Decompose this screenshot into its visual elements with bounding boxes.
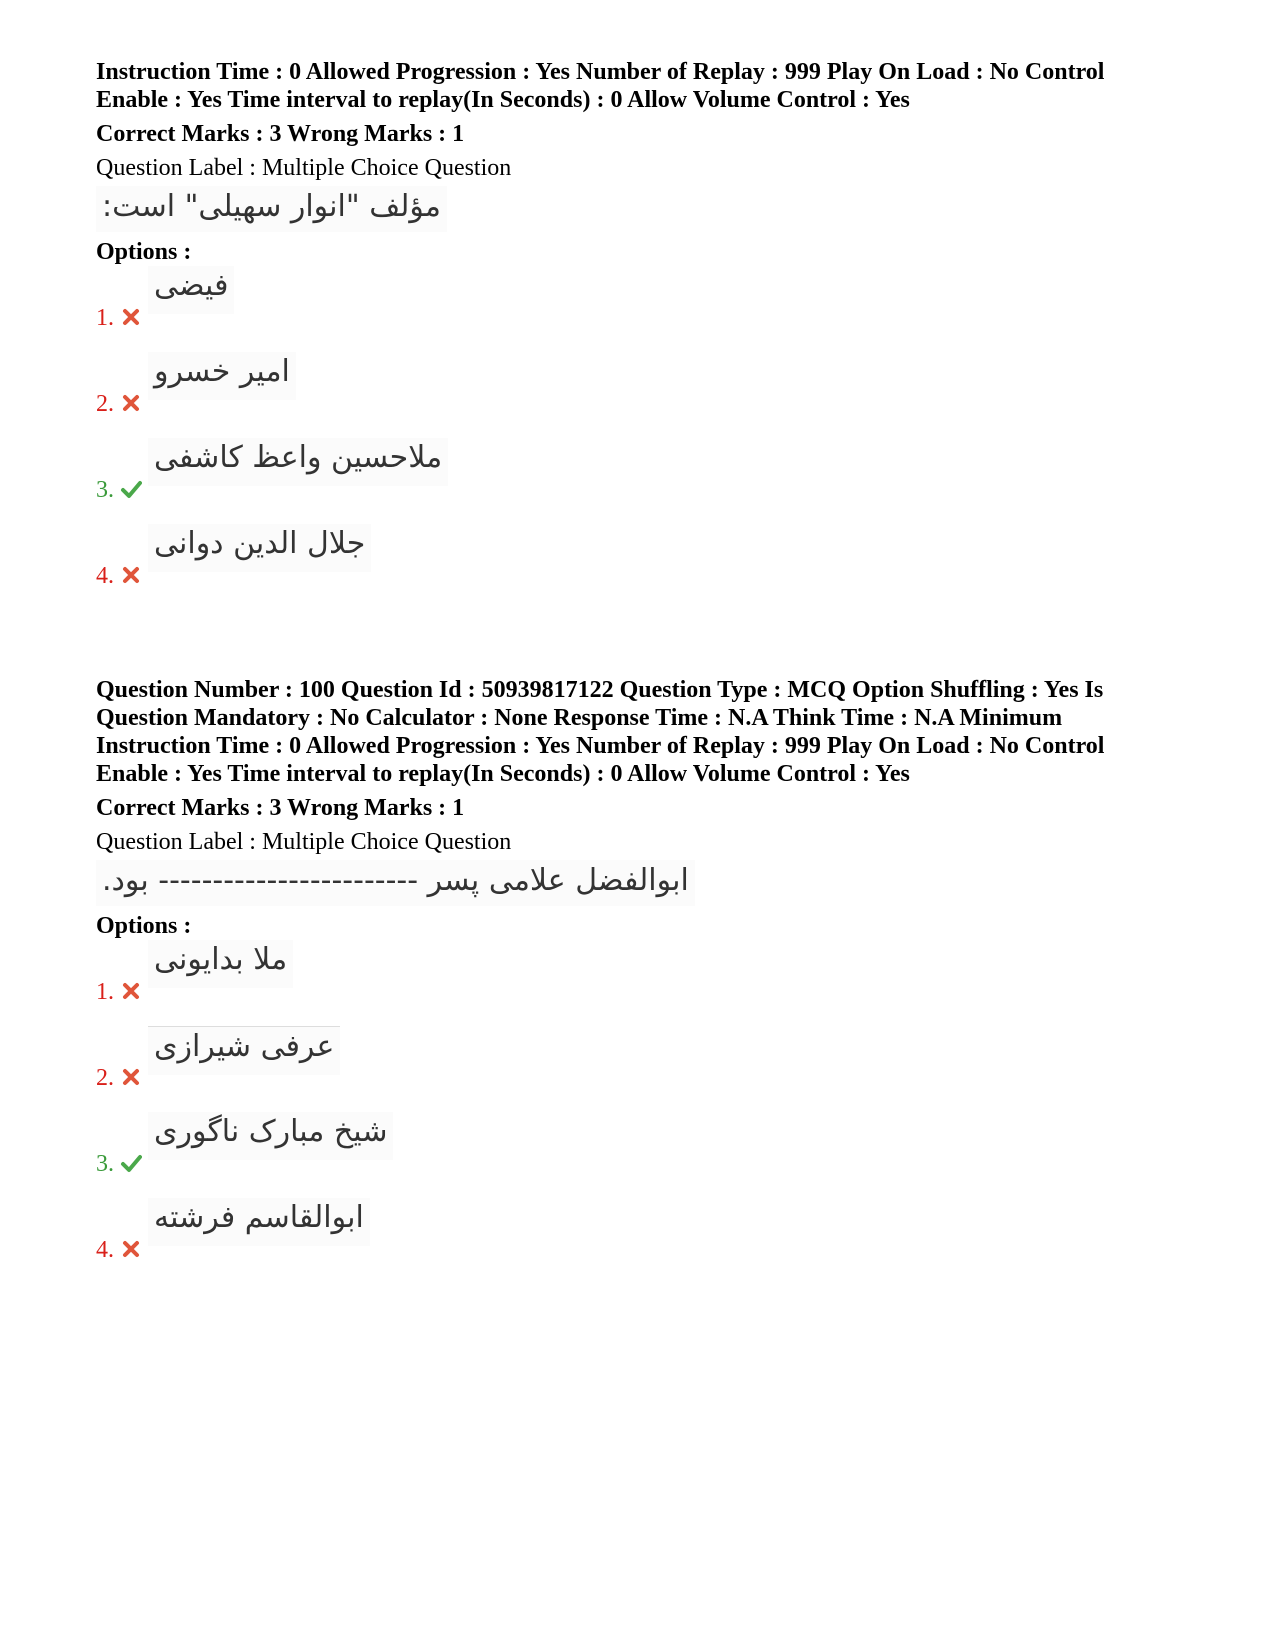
option-text-image: ابوالقاسم فرشته bbox=[148, 1198, 370, 1246]
question-meta-line: Enable : Yes Time interval to replay(In Seconds) : 0 Allow Volume Control : Yes bbox=[96, 761, 910, 787]
option-item bbox=[96, 1116, 1186, 1176]
option-item bbox=[96, 944, 1186, 1004]
option-number: 3. bbox=[96, 477, 114, 503]
option-item bbox=[96, 528, 1186, 588]
check-icon bbox=[120, 1152, 142, 1174]
option-number: 1. bbox=[96, 979, 114, 1005]
cross-icon bbox=[120, 306, 142, 328]
question-paper-page bbox=[96, 58, 1186, 1262]
cross-icon bbox=[120, 564, 142, 586]
option-text-image: عرفی شیرازی bbox=[148, 1026, 340, 1075]
marks-line: Correct Marks : 3 Wrong Marks : 1 bbox=[96, 795, 465, 821]
question-label: Question Label : Multiple Choice Question bbox=[96, 829, 512, 855]
option-number: 1. bbox=[96, 305, 114, 331]
option-number: 4. bbox=[96, 1237, 114, 1263]
cross-icon bbox=[120, 1238, 142, 1260]
question-block-1 bbox=[96, 58, 1186, 588]
section-gap bbox=[96, 588, 1186, 676]
question-block-2 bbox=[96, 676, 1186, 1262]
option-text-image: جلال الدین دوانی bbox=[148, 524, 371, 572]
options-heading: Options : bbox=[96, 913, 192, 939]
option-number: 3. bbox=[96, 1151, 114, 1177]
cross-icon bbox=[120, 980, 142, 1002]
options-heading: Options : bbox=[96, 239, 192, 265]
cross-icon bbox=[120, 1066, 142, 1088]
question-meta-line: Instruction Time : 0 Allowed Progression : Yes Number of Replay : 999 Play On Load : No Control bbox=[96, 59, 1105, 85]
option-number: 2. bbox=[96, 391, 114, 417]
option-number: 4. bbox=[96, 563, 114, 589]
option-item bbox=[96, 1202, 1186, 1262]
option-text-image: ملاحسین واعظ کاشفی bbox=[148, 438, 448, 486]
option-text-image: شیخ مبارک ناگوری bbox=[148, 1112, 393, 1160]
question-meta-line: Instruction Time : 0 Allowed Progression : Yes Number of Replay : 999 Play On Load : No Control bbox=[96, 733, 1105, 759]
option-text-image: ملا بدایونی bbox=[148, 940, 293, 988]
cross-icon bbox=[120, 392, 142, 414]
marks-line: Correct Marks : 3 Wrong Marks : 1 bbox=[96, 121, 465, 147]
option-text-image: فیضی bbox=[148, 266, 234, 314]
question-text-image: ابوالفضل علامی پسر ------------------------ بود. bbox=[96, 860, 695, 906]
question-meta-line: Enable : Yes Time interval to replay(In Seconds) : 0 Allow Volume Control : Yes bbox=[96, 87, 910, 113]
question-meta-line: Question Mandatory : No Calculator : None Response Time : N.A Think Time : N.A Minimum bbox=[96, 705, 1063, 731]
option-item bbox=[96, 356, 1186, 416]
option-item bbox=[96, 1030, 1186, 1090]
option-item bbox=[96, 270, 1186, 330]
question-label: Question Label : Multiple Choice Question bbox=[96, 155, 512, 181]
question-text-image: مؤلف "انوار سهیلی" است: bbox=[96, 186, 447, 232]
question-meta-line: Question Number : 100 Question Id : 50939817122 Question Type : MCQ Option Shuffling : Yes Is bbox=[96, 677, 1104, 703]
option-text-image: امیر خسرو bbox=[148, 352, 296, 400]
option-number: 2. bbox=[96, 1065, 114, 1091]
options-list bbox=[96, 270, 1186, 588]
options-list bbox=[96, 944, 1186, 1262]
check-icon bbox=[120, 478, 142, 500]
option-item bbox=[96, 442, 1186, 502]
